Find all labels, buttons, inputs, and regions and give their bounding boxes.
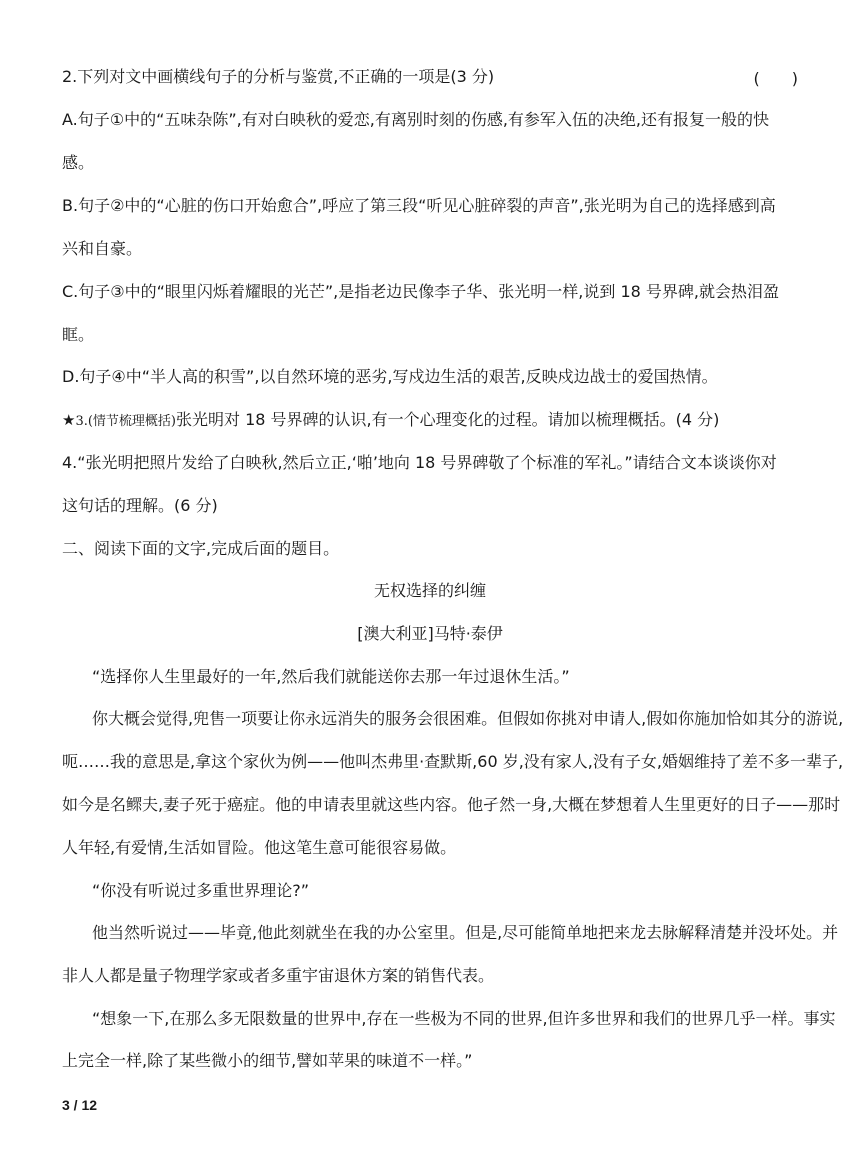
paragraph-4-line2: 非人人都是量子物理学家或者多重宇宙退休方案的销售代表。 (62, 966, 495, 985)
q2-stem (62, 66, 802, 88)
q2-option-a-line1: A.句子①中的“五味杂陈”,有对白映秋的爱恋,有离别时刻的伤感,有参军入伍的决绝,还有报复一般的快 (62, 110, 770, 129)
paragraph-2-line3: 如今是名鳏夫,妻子死于癌症。他的申请表里就这些内容。他孑然一身,大概在梦想着人生里更好的日子——那时 (62, 795, 841, 814)
star-icon: ★ (62, 411, 76, 429)
passage-title: 无权选择的纠缠 (373, 581, 486, 600)
q2-option-c-line2: 眶。 (62, 325, 95, 344)
q4-line2: 这句话的理解。(6 分) (62, 496, 218, 515)
paragraph-2-line2: 呃……我的意思是,拿这个家伙为例——他叫杰弗里·查默斯,60 岁,没有家人,没有子女,婚姻维持了差不多一辈子, (62, 752, 844, 771)
paragraph-2-line1: 你大概会觉得,兜售一项要让你永远消失的服务会很困难。但假如你挑对申请人,假如你施加恰如其分的游说, (92, 709, 844, 728)
q3-question (62, 409, 802, 433)
paragraph-4-line1: 他当然听说过——毕竟,他此刻就坐在我的办公室里。但是,尽可能简单地把来龙去脉解释清楚并没坏处。并 (92, 923, 839, 942)
paragraph-2-line4: 人年轻,有爱情,生活如冒险。他这笔生意可能很容易做。 (62, 838, 457, 857)
q3-tag: 3.(情节梳理概括) (75, 414, 177, 429)
q4-line1: 4.“张光明把照片发给了白映秋,然后立正,‘啪’地向 18 号界碑敬了个标准的军礼。”请结合文本谈谈你对 (62, 453, 777, 472)
passage-author: [澳大利亚]马特·泰伊 (357, 624, 503, 643)
q2-option-c-line1: C.句子③中的“眼里闪烁着耀眼的光芒”,是指老边民像李子华、张光明一样,说到 18 号界碑,就会热泪盈 (62, 282, 779, 301)
q2-option-b-line2: 兴和自豪。 (62, 239, 143, 258)
paragraph-3: “你没有听说过多重世界理论?” (92, 881, 310, 900)
page-number: 3 / 12 (62, 1097, 98, 1113)
paragraph-5-line2: 上完全一样,除了某些微小的细节,譬如苹果的味道不一样。” (62, 1051, 473, 1070)
section2-heading: 二、阅读下面的文字,完成后面的题目。 (62, 539, 340, 558)
paragraph-5-line1: “想象一下,在那么多无限数量的世界中,存在一些极为不同的世界,但许多世界和我们的世界几乎一样。事实 (92, 1009, 836, 1028)
q2-option-d: D.句子④中“半人高的积雪”,以自然环境的恶劣,写戍边生活的艰苦,反映戍边战士的爱国热情。 (62, 367, 718, 386)
q2-answer-paren: ( ) (753, 69, 798, 88)
q2-stem-text: 2.下列对文中画横线句子的分析与鉴赏,不正确的一项是(3 分) (62, 67, 495, 86)
q3-text: 张光明对 18 号界碑的认识,有一个心理变化的过程。请加以梳理概括。(4 分) (176, 410, 720, 429)
q2-option-a-line2: 感。 (62, 153, 95, 172)
paragraph-1: “选择你人生里最好的一年,然后我们就能送你去那一年过退休生活。” (92, 667, 570, 686)
q2-option-b-line1: B.句子②中的“心脏的伤口开始愈合”,呼应了第三段“听见心脏碎裂的声音”,张光明为自己的选择感到高 (62, 196, 776, 215)
